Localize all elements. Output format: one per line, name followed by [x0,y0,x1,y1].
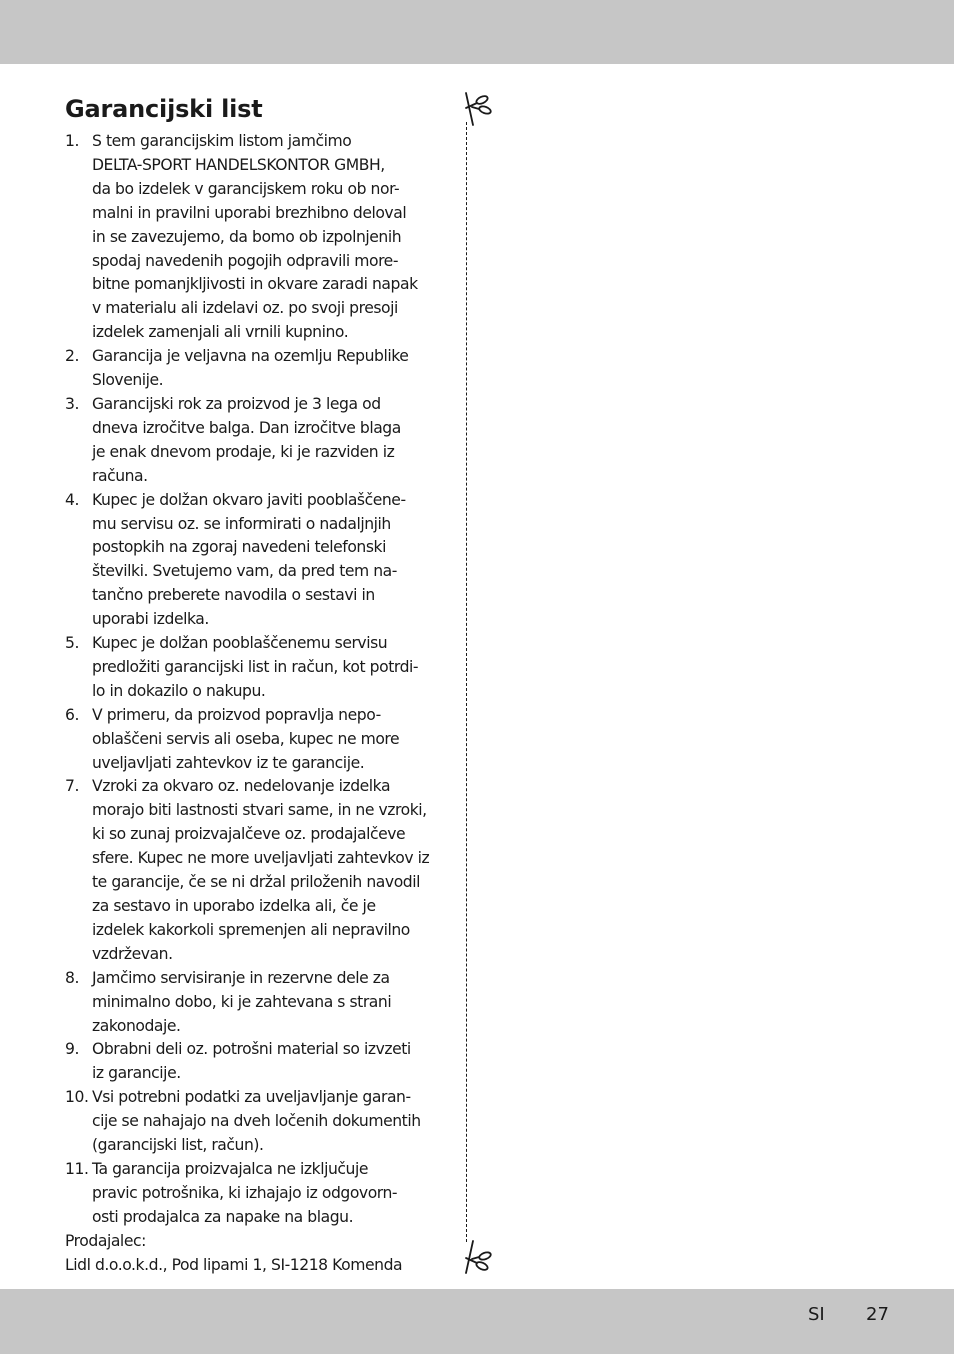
list-item-line: računa. [92,466,148,485]
list-item-line: spodaj navedenih pogojih odpravili more- [92,251,399,270]
list-item-number: 5. [65,634,79,653]
list-item-line: sfere. Kupec ne more uveljavljati zahtevkov iz [92,849,430,868]
list-item-line: in se zavezujemo, da bomo ob izpolnjenih [92,227,402,246]
list-item-line: Ta garancija proizvajalca ne izključuje [92,1159,368,1178]
list-item-number: 6. [65,705,79,724]
scissors-icon [463,88,493,128]
warranty-conditions-list [65,130,460,1230]
header-band [0,0,954,64]
list-item-number: 10. [65,1088,89,1107]
list-item [65,489,460,632]
list-item-line: v materialu ali izdelavi oz. po svoji presoji [92,299,398,318]
list-item [65,1038,460,1086]
list-item-line: lo in dokazilo o nakupu. [92,681,266,700]
list-item-line: V primeru, da proizvod popravlja nepo- [92,705,381,724]
list-item-line: te garancije, če se ni držal priloženih navodil [92,873,420,892]
list-item-line: ki so zunaj proizvajalčeve oz. prodajalčeve [92,825,406,844]
list-item-line: za sestavo in uporabo izdelka ali, če je [92,897,376,915]
list-item-line: (garancijski list, račun). [92,1136,264,1155]
list-item [65,393,460,489]
list-item [65,1158,460,1230]
list-item-line: Jamčimo servisiranje in rezervne dele za [92,968,390,987]
list-item-line: uporabi izdelka. [92,610,209,629]
list-item [65,632,460,704]
list-item-line: Slovenije. [92,371,164,390]
list-item-line: morajo biti lastnosti stvari same, in ne vzroki, [92,801,427,820]
seller-label: Prodajalec: [65,1231,146,1250]
list-item [65,1086,460,1158]
cut-line [466,122,467,1242]
list-item-line: mu servisu oz. se informirati o nadaljnjih [92,514,391,533]
list-item-line: postopkih na zgoraj navedeni telefonski [92,538,387,557]
list-item-line: zakonodaje. [92,1016,181,1035]
list-item-line: je enak dnevom prodaje, ki je razviden iz [92,442,395,461]
list-item-number: 3. [65,394,79,413]
list-item-line: predložiti garancijski list in račun, kot potrdi- [92,657,419,676]
list-item-line: malni in pravilni uporabi brezhibno deloval [92,203,407,222]
list-item [65,704,460,776]
list-item-number: 7. [65,777,79,796]
list-item-line: DELTA-SPORT HANDELSKONTOR GMBH, [92,155,385,174]
list-item-line: Garancija je veljavna na ozemlju Republike [92,347,409,366]
list-item-line: pravic potrošnika, ki izhajajo iz odgovorn- [92,1183,398,1202]
list-item-line: minimalno dobo, ki je zahtevana s strani [92,992,392,1011]
list-item-line: izdelek zamenjali ali vrnili kupnino. [92,323,349,342]
list-item [65,130,460,345]
list-item-line: Kupec je dolžan pooblaščenemu servisu [92,634,388,653]
list-item-number: 11. [65,1159,89,1178]
list-item-line: uveljavljati zahtevkov iz te garancije. [92,753,365,772]
page-number: 27 [866,1304,889,1325]
list-item-line: cije se nahajajo na dveh ločenih dokumentih [92,1112,421,1131]
list-item [65,775,460,966]
list-item-line: izdelek kakorkoli spremenjen ali nepravilno [92,920,410,939]
list-item-line: tančno preberete navodila o sestavi in [92,586,375,605]
list-item-line: da bo izdelek v garancijskem roku ob nor- [92,179,400,198]
list-item-line: bitne pomanjkljivosti in okvare zaradi napak [92,275,418,294]
list-item-number: 8. [65,968,79,987]
list-item-line: vzdrževan. [92,944,173,963]
list-item [65,967,460,1039]
list-item-number: 4. [65,490,79,509]
list-item-number: 2. [65,347,79,366]
list-item-number: 9. [65,1040,79,1059]
list-item-line: Garancijski rok za proizvod je 3 lega od [92,394,381,413]
list-item-line: Kupec je dolžan okvaro javiti pooblaščene- [92,490,406,509]
list-item-line: S tem garancijskim listom jamčimo [92,132,352,150]
list-item-line: iz garancije. [92,1064,181,1083]
footer-language: SI [808,1304,825,1325]
list-item-number: 1. [65,132,79,150]
list-item-line: dneva izročitve balga. Dan izročitve blaga [92,418,401,437]
list-item-line: oblaščeni servis ali oseba, kupec ne more [92,729,400,748]
list-item-line: številki. Svetujemo vam, da pred tem na- [92,562,397,581]
warranty-text [65,130,460,1278]
page-title: Garancijski list [65,95,263,123]
seller-address: Lidl d.o.o.k.d., Pod lipami 1, SI-1218 Komenda [65,1255,403,1274]
list-item-line: Obrabni deli oz. potrošni material so izvzeti [92,1040,411,1059]
scissors-icon [463,1238,493,1278]
list-item-line: Vsi potrebni podatki za uveljavljanje garan- [92,1088,411,1107]
list-item [65,345,460,393]
list-item-line: osti prodajalca za napake na blagu. [92,1207,354,1226]
list-item-line: Vzroki za okvaro oz. nedelovanje izdelka [92,777,391,796]
